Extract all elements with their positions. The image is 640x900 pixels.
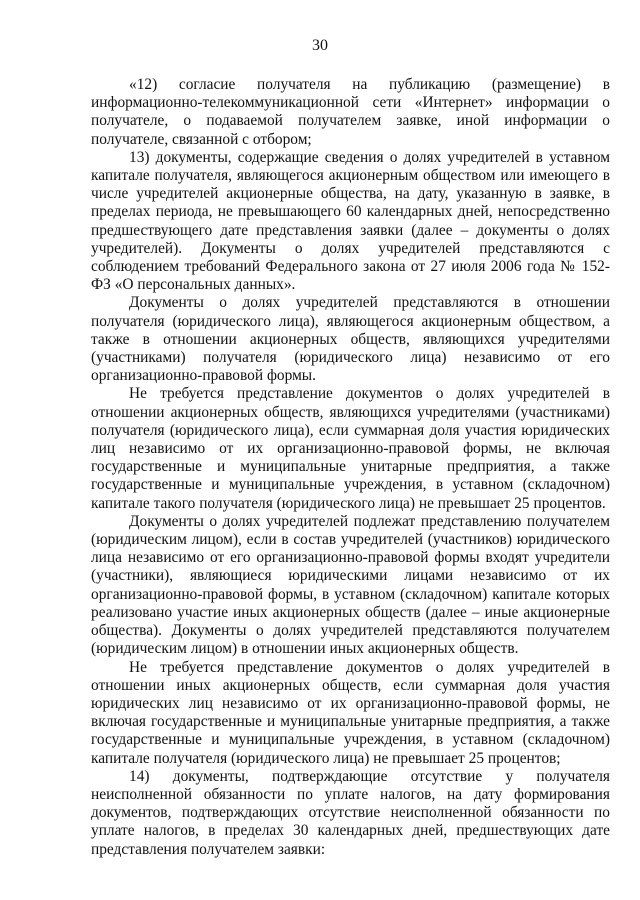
paragraph-other-companies-exemption: Не требуется представление документов о долях учредителей в отношении иных акционерных обществ, если суммарная доля участия юридических лиц независимо от их организационно-правовой формы, не включая государственные и муниципальные унитарные предприятия, а также государственные и муниципальные учреждения, в уставном (складочном) капитале получателя (юридического лица) не превышает 25 процентов;: [91, 658, 610, 767]
paragraph-founders-shares-exemption: Не требуется представление документов о долях учредителей в отношении акционерных обществ, являющихся учредителями (участниками) получателя (юридического лица), если суммарная доля участия юридических лиц независимо от их организационно-правовой формы, не включая государственные и муниципальные унитарные предприятия, а также государственные и муниципальные учреждения, в уставном (складочном) капитале такого получателя (юридического лица) не превышает 25 процентов.: [91, 385, 610, 512]
paragraph-founders-shares-scope: Документы о долях учредителей представляются в отношении получателя (юридического лица), являющегося акционерным обществом, а также в отношении акционерных обществ, являющихся учредителями (участниками) получателя (юридического лица) независимо от его организационно-правовой формы.: [91, 294, 610, 385]
paragraph-item-13: 13) документы, содержащие сведения о долях учредителей в уставном капитале получателя, являющегося акционерным обществом или имеющего в числе учредителей акционерные общества, на дату, указанную в заявке, в пределах периода, не превышающего 60 календарных дней, непосредственно предшествующего дате представления заявки (далее – документы о долях учредителей). Документы о долях учредителей представляются с соблюдением требований Федерального закона от 27 июля 2006 года № 152-ФЗ «О персональных данных».: [91, 148, 610, 294]
document-body: [91, 76, 610, 859]
paragraph-item-14: 14) документы, подтверждающие отсутствие у получателя неисполненной обязанности по уплате налогов, на дату формирования документов, подтверждающих отсутствие неисполненной обязанности по уплате налогов, в пределах 30 календарных дней, предшествующих дате представления получателем заявки:: [91, 767, 610, 858]
paragraph-item-12: «12) согласие получателя на публикацию (размещение) в информационно-телекоммуникационной сети «Интернет» информации о получателе, о подаваемой получателем заявке, иной информации о получателе, связанной с отбором;: [91, 76, 610, 148]
page-number: 30: [312, 37, 328, 54]
paragraph-other-joint-stock-companies: Документы о долях учредителей подлежат представлению получателем (юридическим лицом), если в состав учредителей (участников) юридического лица независимо от его организационно-правовой формы входят учредители (участники), являющиеся юридическими лицами независимо от их организационно-правовой формы, в уставном (складочном) капитале которых реализовано участие иных акционерных обществ (далее – иные акционерные общества). Документы о долях учредителей представляются получателем (юридическим лицом) в отношении иных акционерных обществ.: [91, 512, 610, 658]
